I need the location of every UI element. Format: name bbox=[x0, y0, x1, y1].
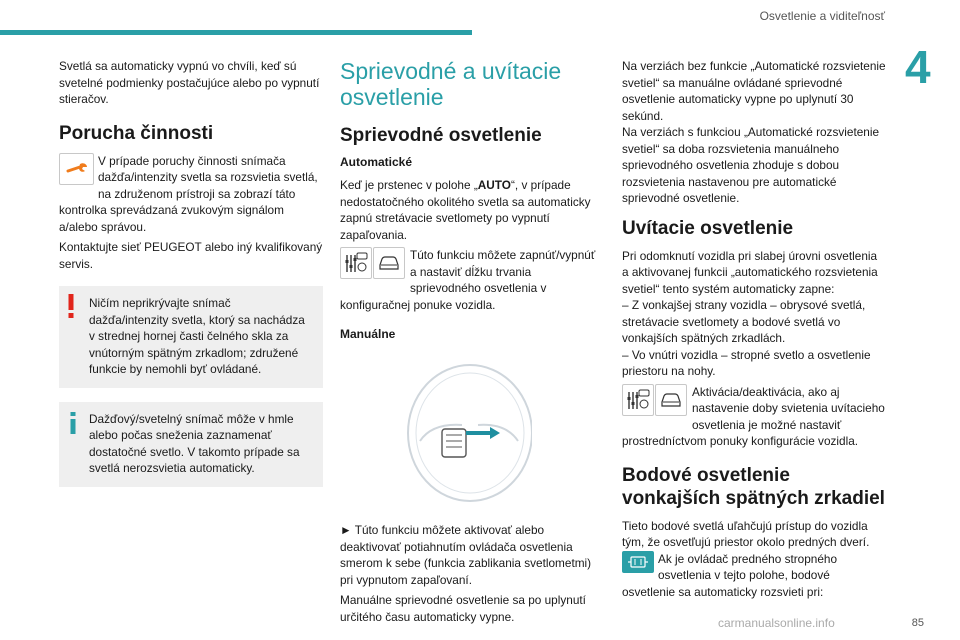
config-paragraph bbox=[340, 247, 602, 317]
manual-text-2: Manuálne sprievodné osvetlenie sa po uplynutí určitého času automaticky vypne. bbox=[340, 593, 586, 624]
no-auto-text: Na verziách bez funkcie „Automatické rozsvietenie svetiel“ sa manuálne ovládané sprievodné osvetlenie automaticky vypne po uplynutí 30 sekúnd. bbox=[622, 59, 886, 123]
warning-icon bbox=[68, 294, 74, 318]
auto-heading: Automatické bbox=[340, 155, 413, 169]
warning-text: Ničím neprikrývajte snímač dažďa/intenzity svetla, ktorý sa nachádza v strednej hornej časti čelného skla za vnútorným spätným zrkadlom; združené funkcie by nemohli byť ovládané. bbox=[89, 296, 305, 376]
header-accent-bar bbox=[0, 30, 472, 35]
main-heading: Sprievodné a uvítacie osvetlenie bbox=[340, 58, 562, 110]
spot-text: Tieto bodové svetlá uľahčujú prístup do vozidla tým, že osvetľujú priestor okolo predných dverí. bbox=[622, 518, 870, 549]
manual-heading: Manuálne bbox=[340, 327, 396, 341]
manual-text: ► Túto funkciu môžete aktivovať alebo deaktivovať potiahnutím ovládača osvetlenia smerom k sebe (funkcia zablikania svetlometmi) pri vypnutom zapaľovaní. bbox=[340, 523, 592, 587]
welcome-heading: Uvítacie osvetlenie bbox=[622, 217, 794, 239]
sub-heading: Sprievodné osvetlenie bbox=[340, 125, 542, 146]
column-middle bbox=[340, 58, 602, 629]
with-auto-text: Na verziách s funkciou „Automatické rozsvietenie svetiel“ sa doba rozsvietenia manuálneho sprievodného osvetlenia zhoduje s dobou rozsvietenia nastavenou pre automatické sprievodné osvetlenie. bbox=[622, 125, 880, 205]
config-text: Túto funkciu môžete zapnúť/vypnúť a nastaviť dĺžku trvania sprievodného osvetlenia v konfiguračnej ponuke vozidla. bbox=[340, 248, 596, 312]
fault-contact: Kontaktujte sieť PEUGEOT alebo iný kvalifikovaný servis. bbox=[59, 240, 323, 271]
welcome-item-2: – Vo vnútri vozidla – stropné svetlo a osvetlenie priestoru na nohy. bbox=[622, 347, 871, 378]
settings-menu-icon bbox=[340, 247, 372, 279]
spot-heading: Bodové osvetlenie vonkajších spätných zrkadiel bbox=[622, 464, 885, 509]
car-icon bbox=[373, 247, 405, 279]
fault-heading: Porucha činnosti bbox=[59, 122, 214, 144]
ceiling-light-icon bbox=[622, 551, 654, 573]
warning-note bbox=[59, 286, 323, 388]
wrench-icon bbox=[59, 153, 94, 185]
config-icons bbox=[340, 247, 406, 279]
welcome-config-icons bbox=[622, 384, 688, 416]
welcome-config-text: Aktivácia/deaktivácia, ako aj nastavenie doby svietenia uvítacieho osvetlenia je možné nastaviť prostredníctvom ponuky konfigurácie vozidla. bbox=[622, 384, 885, 448]
column-right bbox=[622, 58, 886, 604]
info-icon bbox=[70, 412, 76, 434]
column-left bbox=[59, 58, 323, 499]
page-number: 85 bbox=[911, 617, 924, 629]
watermark: carmanualsonline.info bbox=[718, 616, 835, 630]
settings-menu-icon bbox=[622, 384, 654, 416]
auto-text: Keď je prstenec v polohe „AUTO“, v prípade nedostatočného okolitého svetla sa automaticky zapnú stretávacie svetlomety po vypnutí zapaľovania. bbox=[340, 178, 591, 242]
welcome-config-paragraph bbox=[622, 384, 886, 454]
fault-text: V prípade poruchy činnosti snímača dažďa/intenzity svetla sa rozsvietia svetlá, na združenom prístroji sa zobrazí táto kontrolka sprevádzaná zvukovým signálom a/alebo správou. bbox=[59, 153, 318, 234]
intro-text: Svetlá sa automaticky vypnú vo chvíli, keď sú svetelné podmienky postačujúce alebo po vypnutí stieračov. bbox=[59, 59, 320, 106]
steering-wheel-illustration bbox=[402, 363, 532, 503]
fault-paragraph bbox=[59, 153, 323, 240]
car-icon bbox=[655, 384, 687, 416]
spot-paragraph bbox=[622, 551, 886, 605]
info-text: Dažďový/svetelný snímač môže v hmle alebo počas sneženia zaznamenať dostatočné svetlo. V takomto prípade sa svetlá nerozsvietia automaticky. bbox=[89, 411, 300, 475]
spot-text-2: Ak je ovládač predného stropného osvetlenia v tejto polohe, bodové osvetlenie sa automaticky rozsvieti pri: bbox=[622, 551, 838, 599]
welcome-item-1: – Z vonkajšej strany vozidla – obrysové svetlá, stretávacie svetlomety a bodové svetlá vo vonkajších spätných zrkadlách. bbox=[622, 298, 866, 345]
info-note bbox=[59, 402, 323, 487]
section-title: Osvetlenie a viditeľnosť bbox=[759, 9, 885, 23]
welcome-text: Pri odomknutí vozidla pri slabej úrovni osvetlenia a aktivovanej funkcii „automatického rozsvietenia svetiel“ tento systém automaticky zapne: bbox=[622, 248, 878, 296]
chapter-number: 4 bbox=[905, 41, 931, 93]
